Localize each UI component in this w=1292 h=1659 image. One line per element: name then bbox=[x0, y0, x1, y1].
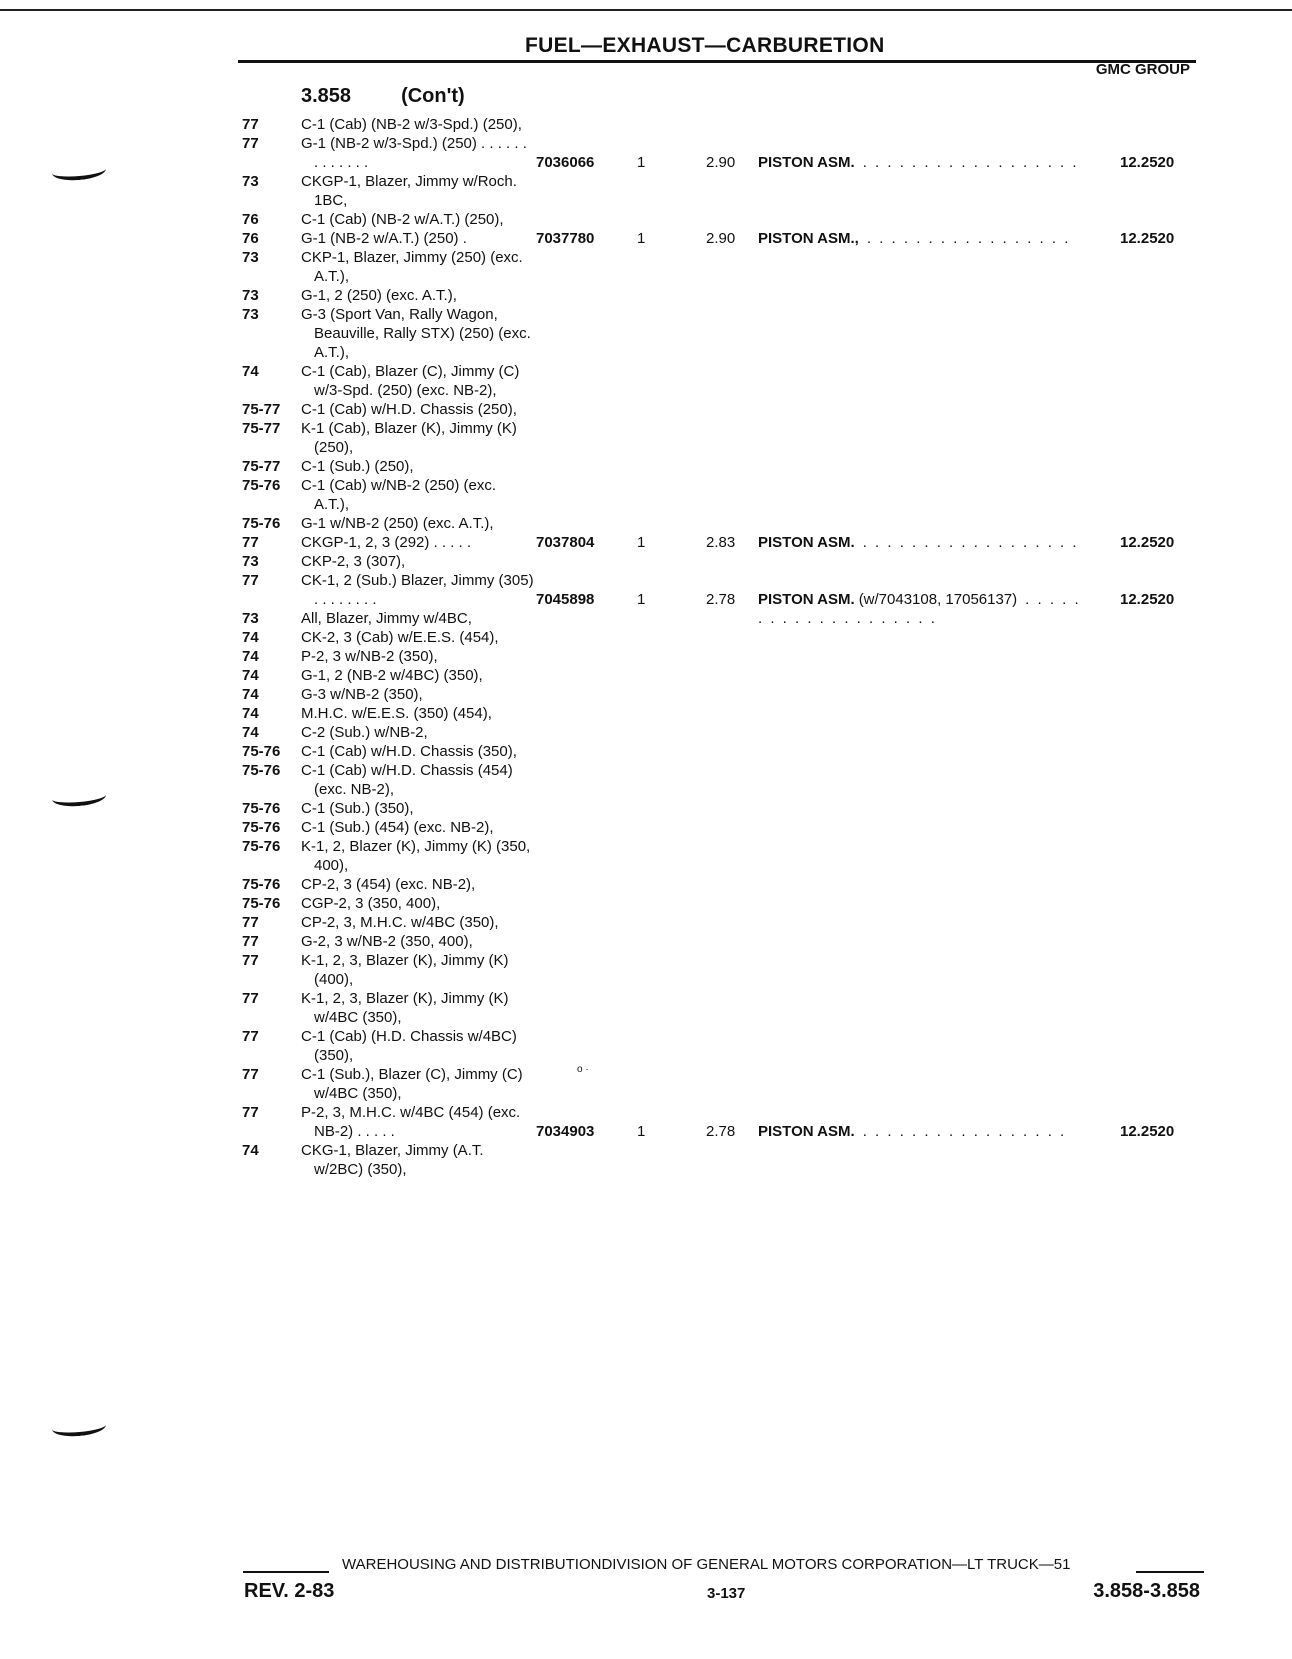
group-number: 12.2520 bbox=[1120, 154, 1175, 171]
application-text: CKP-1, Blazer, Jimmy (250) (exc. A.T.), bbox=[301, 249, 523, 285]
parts-row bbox=[0, 894, 1292, 913]
parts-row bbox=[0, 609, 1292, 628]
model-year: 77 bbox=[242, 933, 259, 950]
parts-row bbox=[0, 1065, 1292, 1103]
model-year: 74 bbox=[242, 363, 259, 380]
section-continued: (Con't) bbox=[401, 85, 465, 107]
application-text: G-1 w/NB-2 (250) (exc. A.T.), bbox=[301, 515, 494, 532]
model-year: 77 bbox=[242, 135, 259, 152]
model-year: 74 bbox=[242, 648, 259, 665]
piston-size: 2.90 bbox=[706, 230, 736, 247]
parts-list bbox=[0, 115, 1292, 1179]
model-year: 75-77 bbox=[242, 458, 281, 475]
dot-leader: . . . . . . . . . . . . . . . . . . bbox=[862, 154, 1079, 171]
model-year: 77 bbox=[242, 1066, 259, 1083]
parts-row bbox=[0, 476, 1292, 514]
model-year: 73 bbox=[242, 287, 259, 304]
scan-speck: o · bbox=[577, 1064, 589, 1075]
model-year: 77 bbox=[242, 116, 259, 133]
parts-row bbox=[0, 1141, 1292, 1179]
application-text: G-2, 3 w/NB-2 (350, 400), bbox=[301, 933, 473, 950]
application-text: C-1 (Cab) w/NB-2 (250) (exc. A.T.), bbox=[301, 477, 497, 513]
parts-row bbox=[0, 248, 1292, 286]
application-text: G-3 w/NB-2 (350), bbox=[301, 686, 423, 703]
parts-row bbox=[0, 419, 1292, 457]
application-text: M.H.C. w/E.E.S. (350) (454), bbox=[301, 705, 492, 722]
application-text: C-2 (Sub.) w/NB-2, bbox=[301, 724, 428, 741]
application-text: G-1 (NB-2 w/A.T.) (250) . bbox=[301, 230, 467, 247]
section-number: 3.858 bbox=[301, 85, 352, 107]
revision-label: REV. 2-83 bbox=[244, 1580, 335, 1602]
binder-hole-mark bbox=[51, 1416, 106, 1439]
parts-row bbox=[0, 799, 1292, 818]
model-year: 75-76 bbox=[242, 800, 281, 817]
application-text: C-1 (Cab) (H.D. Chassis w/4BC) (350), bbox=[301, 1028, 517, 1064]
parts-row bbox=[0, 913, 1292, 932]
top-border bbox=[0, 9, 1292, 11]
footer-rule-right bbox=[1136, 1571, 1204, 1573]
application-text: C-1 (Sub.) (350), bbox=[301, 800, 414, 817]
application-text: C-1 (Cab) w/H.D. Chassis (454) (exc. NB-2), bbox=[301, 762, 513, 798]
parts-row bbox=[0, 837, 1292, 875]
part-note: (w/7043108, 17056137) bbox=[858, 591, 1018, 608]
part-description bbox=[758, 153, 1088, 172]
parts-row bbox=[0, 818, 1292, 837]
model-year: 74 bbox=[242, 686, 259, 703]
parts-row bbox=[0, 647, 1292, 666]
part-description bbox=[758, 1122, 1088, 1141]
model-year: 77 bbox=[242, 534, 259, 551]
parts-row bbox=[0, 761, 1292, 799]
model-year: 76 bbox=[242, 211, 259, 228]
part-name: PISTON ASM. bbox=[758, 534, 855, 551]
application-text: C-1 (Cab) (NB-2 w/A.T.) (250), bbox=[301, 211, 504, 228]
model-year: 75-76 bbox=[242, 895, 281, 912]
part-number: 7037780 bbox=[536, 230, 595, 247]
parts-row bbox=[0, 457, 1292, 476]
application-text: K-1, 2, 3, Blazer (K), Jimmy (K) (400), bbox=[301, 952, 509, 988]
application-text: CKGP-1, 2, 3 (292) . . . . . bbox=[301, 534, 472, 551]
dot-leader: . . . . . . . . . . . . . . . . . bbox=[866, 230, 1071, 247]
application-text: G-1, 2 (250) (exc. A.T.), bbox=[301, 287, 457, 304]
application-text: K-1 (Cab), Blazer (K), Jimmy (K) (250), bbox=[301, 420, 517, 456]
application-text: G-1 (NB-2 w/3-Spd.) (250) . . . . . . . . . . . . . bbox=[301, 135, 527, 171]
parts-row bbox=[0, 1103, 1292, 1141]
part-name: PISTON ASM. bbox=[758, 1123, 855, 1140]
model-year: 74 bbox=[242, 1142, 259, 1159]
application-text: K-1, 2, 3, Blazer (K), Jimmy (K) w/4BC (350), bbox=[301, 990, 509, 1026]
group-number: 12.2520 bbox=[1120, 534, 1175, 551]
model-year: 73 bbox=[242, 249, 259, 266]
model-year: 77 bbox=[242, 1104, 259, 1121]
parts-row bbox=[0, 305, 1292, 362]
part-name: PISTON ASM., bbox=[758, 230, 859, 247]
part-number: 7036066 bbox=[536, 154, 595, 171]
dot-leader: . . . . . . . . . . . . . . . . . bbox=[862, 1123, 1067, 1140]
model-year: 75-76 bbox=[242, 838, 281, 855]
model-year: 77 bbox=[242, 914, 259, 931]
part-number: 7045898 bbox=[536, 591, 595, 608]
piston-size: 2.90 bbox=[706, 154, 736, 171]
model-year: 77 bbox=[242, 990, 259, 1007]
parts-row bbox=[0, 134, 1292, 172]
model-year: 74 bbox=[242, 724, 259, 741]
parts-row bbox=[0, 951, 1292, 989]
group-number: 12.2520 bbox=[1120, 1123, 1175, 1140]
model-year: 74 bbox=[242, 705, 259, 722]
parts-row bbox=[0, 210, 1292, 229]
footer-rule-left bbox=[243, 1571, 329, 1573]
page-title: FUEL—EXHAUST—CARBURETION bbox=[525, 34, 885, 57]
page-number: 3-137 bbox=[707, 1585, 746, 1602]
application-text: CKG-1, Blazer, Jimmy (A.T. w/2BC) (350), bbox=[301, 1142, 484, 1178]
parts-row bbox=[0, 628, 1292, 647]
model-year: 77 bbox=[242, 572, 259, 589]
model-year: 73 bbox=[242, 610, 259, 627]
section-range: 3.858-3.858 bbox=[1093, 1580, 1200, 1602]
piston-size: 2.78 bbox=[706, 1123, 736, 1140]
application-text: G-3 (Sport Van, Rally Wagon, Beauville, Rally STX) (250) (exc. A.T.), bbox=[301, 306, 531, 361]
model-year: 76 bbox=[242, 230, 259, 247]
application-text: All, Blazer, Jimmy w/4BC, bbox=[301, 610, 472, 627]
parts-row bbox=[0, 989, 1292, 1027]
application-text: CP-2, 3 (454) (exc. NB-2), bbox=[301, 876, 476, 893]
footer-division: WAREHOUSING AND DISTRIBUTIONDIVISION OF GENERAL MOTORS CORPORATION—LT TRUCK—51 bbox=[342, 1556, 1071, 1573]
parts-row bbox=[0, 875, 1292, 894]
parts-row bbox=[0, 704, 1292, 723]
model-year: 73 bbox=[242, 173, 259, 190]
parts-row bbox=[0, 115, 1292, 134]
model-year: 73 bbox=[242, 553, 259, 570]
part-name: PISTON ASM. bbox=[758, 591, 855, 608]
application-text: G-1, 2 (NB-2 w/4BC) (350), bbox=[301, 667, 483, 684]
model-year: 75-76 bbox=[242, 743, 281, 760]
model-year: 75-76 bbox=[242, 819, 281, 836]
application-text: C-1 (Cab) w/H.D. Chassis (250), bbox=[301, 401, 517, 418]
application-text: CGP-2, 3 (350, 400), bbox=[301, 895, 441, 912]
parts-row bbox=[0, 172, 1292, 210]
parts-row bbox=[0, 932, 1292, 951]
model-year: 75-76 bbox=[242, 876, 281, 893]
parts-row bbox=[0, 229, 1292, 248]
quantity: 1 bbox=[637, 534, 646, 551]
application-text: C-1 (Cab) (NB-2 w/3-Spd.) (250), bbox=[301, 116, 522, 133]
application-text: CKGP-1, Blazer, Jimmy w/Roch. 1BC, bbox=[301, 173, 517, 209]
application-text: CP-2, 3, M.H.C. w/4BC (350), bbox=[301, 914, 499, 931]
piston-size: 2.83 bbox=[706, 534, 736, 551]
quantity: 1 bbox=[637, 230, 646, 247]
application-text: P-2, 3, M.H.C. w/4BC (454) (exc. NB-2) . . . . . bbox=[301, 1104, 521, 1140]
model-year: 75-77 bbox=[242, 401, 281, 418]
parts-row bbox=[0, 685, 1292, 704]
group-number: 12.2520 bbox=[1120, 591, 1175, 608]
section-heading bbox=[301, 85, 465, 108]
dot-leader: . . . . . . . . . . . . . . . . . . . . bbox=[758, 591, 1081, 627]
application-text: C-1 (Cab) w/H.D. Chassis (350), bbox=[301, 743, 517, 760]
application-text: C-1 (Sub.) (454) (exc. NB-2), bbox=[301, 819, 494, 836]
application-text: CK-2, 3 (Cab) w/E.E.S. (454), bbox=[301, 629, 499, 646]
model-year: 77 bbox=[242, 1028, 259, 1045]
parts-row bbox=[0, 666, 1292, 685]
application-text: CKP-2, 3 (307), bbox=[301, 553, 406, 570]
parts-row bbox=[0, 400, 1292, 419]
piston-size: 2.78 bbox=[706, 591, 736, 608]
part-name: PISTON ASM. bbox=[758, 154, 855, 171]
parts-row bbox=[0, 514, 1292, 533]
parts-row bbox=[0, 723, 1292, 742]
group-number: 12.2520 bbox=[1120, 230, 1175, 247]
application-text: CK-1, 2 (Sub.) Blazer, Jimmy (305) . . . . . . . . bbox=[301, 572, 534, 608]
model-year: 75-76 bbox=[242, 477, 281, 494]
part-description bbox=[758, 229, 1088, 248]
header-rule bbox=[238, 60, 1196, 63]
parts-row bbox=[0, 1027, 1292, 1065]
quantity: 1 bbox=[637, 591, 646, 608]
parts-row bbox=[0, 742, 1292, 761]
group-label: GMC GROUP bbox=[1095, 61, 1190, 78]
model-year: 74 bbox=[242, 629, 259, 646]
part-number: 7034903 bbox=[536, 1123, 595, 1140]
application-text: C-1 (Cab), Blazer (C), Jimmy (C) w/3-Spd. (250) (exc. NB-2), bbox=[301, 363, 520, 399]
model-year: 73 bbox=[242, 306, 259, 323]
part-number: 7037804 bbox=[536, 534, 595, 551]
model-year: 74 bbox=[242, 667, 259, 684]
dot-leader: . . . . . . . . . . . . . . . . . . bbox=[862, 534, 1079, 551]
model-year: 77 bbox=[242, 952, 259, 969]
application-text: C-1 (Sub.) (250), bbox=[301, 458, 414, 475]
part-description bbox=[758, 533, 1088, 552]
model-year: 75-76 bbox=[242, 515, 281, 532]
quantity: 1 bbox=[637, 1123, 646, 1140]
parts-row bbox=[0, 533, 1292, 552]
parts-row bbox=[0, 552, 1292, 571]
parts-row bbox=[0, 286, 1292, 305]
application-text: K-1, 2, Blazer (K), Jimmy (K) (350, 400), bbox=[301, 838, 531, 874]
model-year: 75-76 bbox=[242, 762, 281, 779]
application-text: C-1 (Sub.), Blazer (C), Jimmy (C) w/4BC (350), bbox=[301, 1066, 523, 1102]
model-year: 75-77 bbox=[242, 420, 281, 437]
quantity: 1 bbox=[637, 154, 646, 171]
parts-row bbox=[0, 362, 1292, 400]
application-text: P-2, 3 w/NB-2 (350), bbox=[301, 648, 438, 665]
